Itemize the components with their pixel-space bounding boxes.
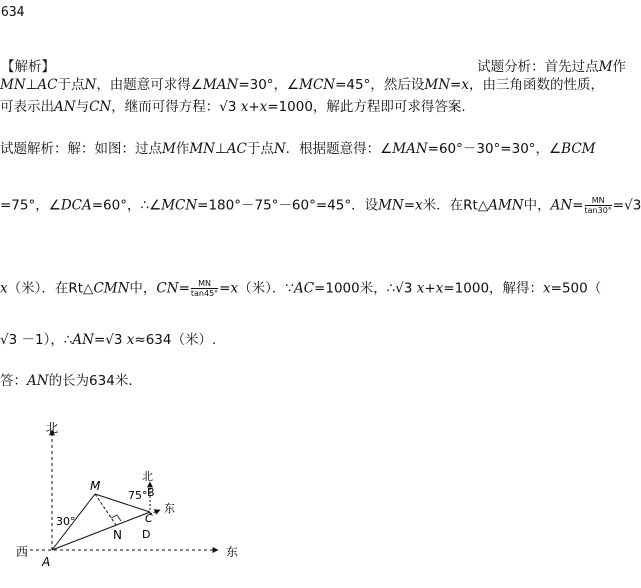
- answer-value: 634: [1, 5, 25, 20]
- label-d: D: [142, 528, 151, 541]
- analysis-line-1: MN⊥AC于点N，由题意可求得∠MAN=30°，∠MCN=45°，然后设MN=x，由三角函数的性质，: [0, 77, 604, 93]
- conclusion-line: 答：AN的长为634米.: [0, 373, 133, 389]
- label-north-main: 北: [46, 421, 59, 435]
- solution-line-1: 试题解析：解：如图：过点M作MN⊥AC于点N．根据题意得：∠MAN=60°－30°=30°，∠BCM: [0, 141, 596, 157]
- label-b: B: [147, 486, 155, 499]
- analysis-intro: 试题分析：首先过点M作: [477, 59, 626, 75]
- geometry-figure: [0, 410, 260, 588]
- jiexi-label: 【解析】: [1, 59, 55, 75]
- label-m: M: [90, 479, 101, 493]
- label-west: 西: [16, 545, 29, 559]
- solution-line-3: x（米）．在Rt△CMN中，CN= $\frac{MN}{\tan 45^\circ}$ =x（米）．∵AC=1000米，∴√3 x+x=1000，解得：x=500（: [0, 279, 602, 298]
- label-a: A: [42, 555, 51, 569]
- analysis-line-2: 可表示出AN与CN，继而可得方程：√3 x+x=1000，解此方程即可求得答案.: [0, 99, 466, 115]
- fraction-mn-tan30: $\frac{MN}{\tan 30^\circ}$: [584, 196, 612, 215]
- label-east-small: 东: [164, 502, 175, 515]
- angle-75: 75°: [128, 489, 148, 502]
- label-east-main: 东: [226, 545, 239, 559]
- angle-30: 30°: [56, 515, 76, 528]
- solution-line-4: √3 －1），∴AN=√3 x≈634（米）.: [0, 332, 217, 348]
- segment-mn: [95, 494, 116, 525]
- fraction-mn-tan45: $\frac{MN}{\tan 45^\circ}$: [190, 279, 219, 298]
- label-n: N: [113, 528, 122, 542]
- label-north-small: 北: [142, 470, 153, 483]
- solution-line-2: =75°，∠DCA=60°，∴∠MCN=180°－75°－60°=45°．设MN=x米．在Rt△AMN中，AN= $\frac{MN}{\tan 30^\circ}$ =√3: [0, 196, 641, 215]
- label-c: C: [145, 512, 153, 525]
